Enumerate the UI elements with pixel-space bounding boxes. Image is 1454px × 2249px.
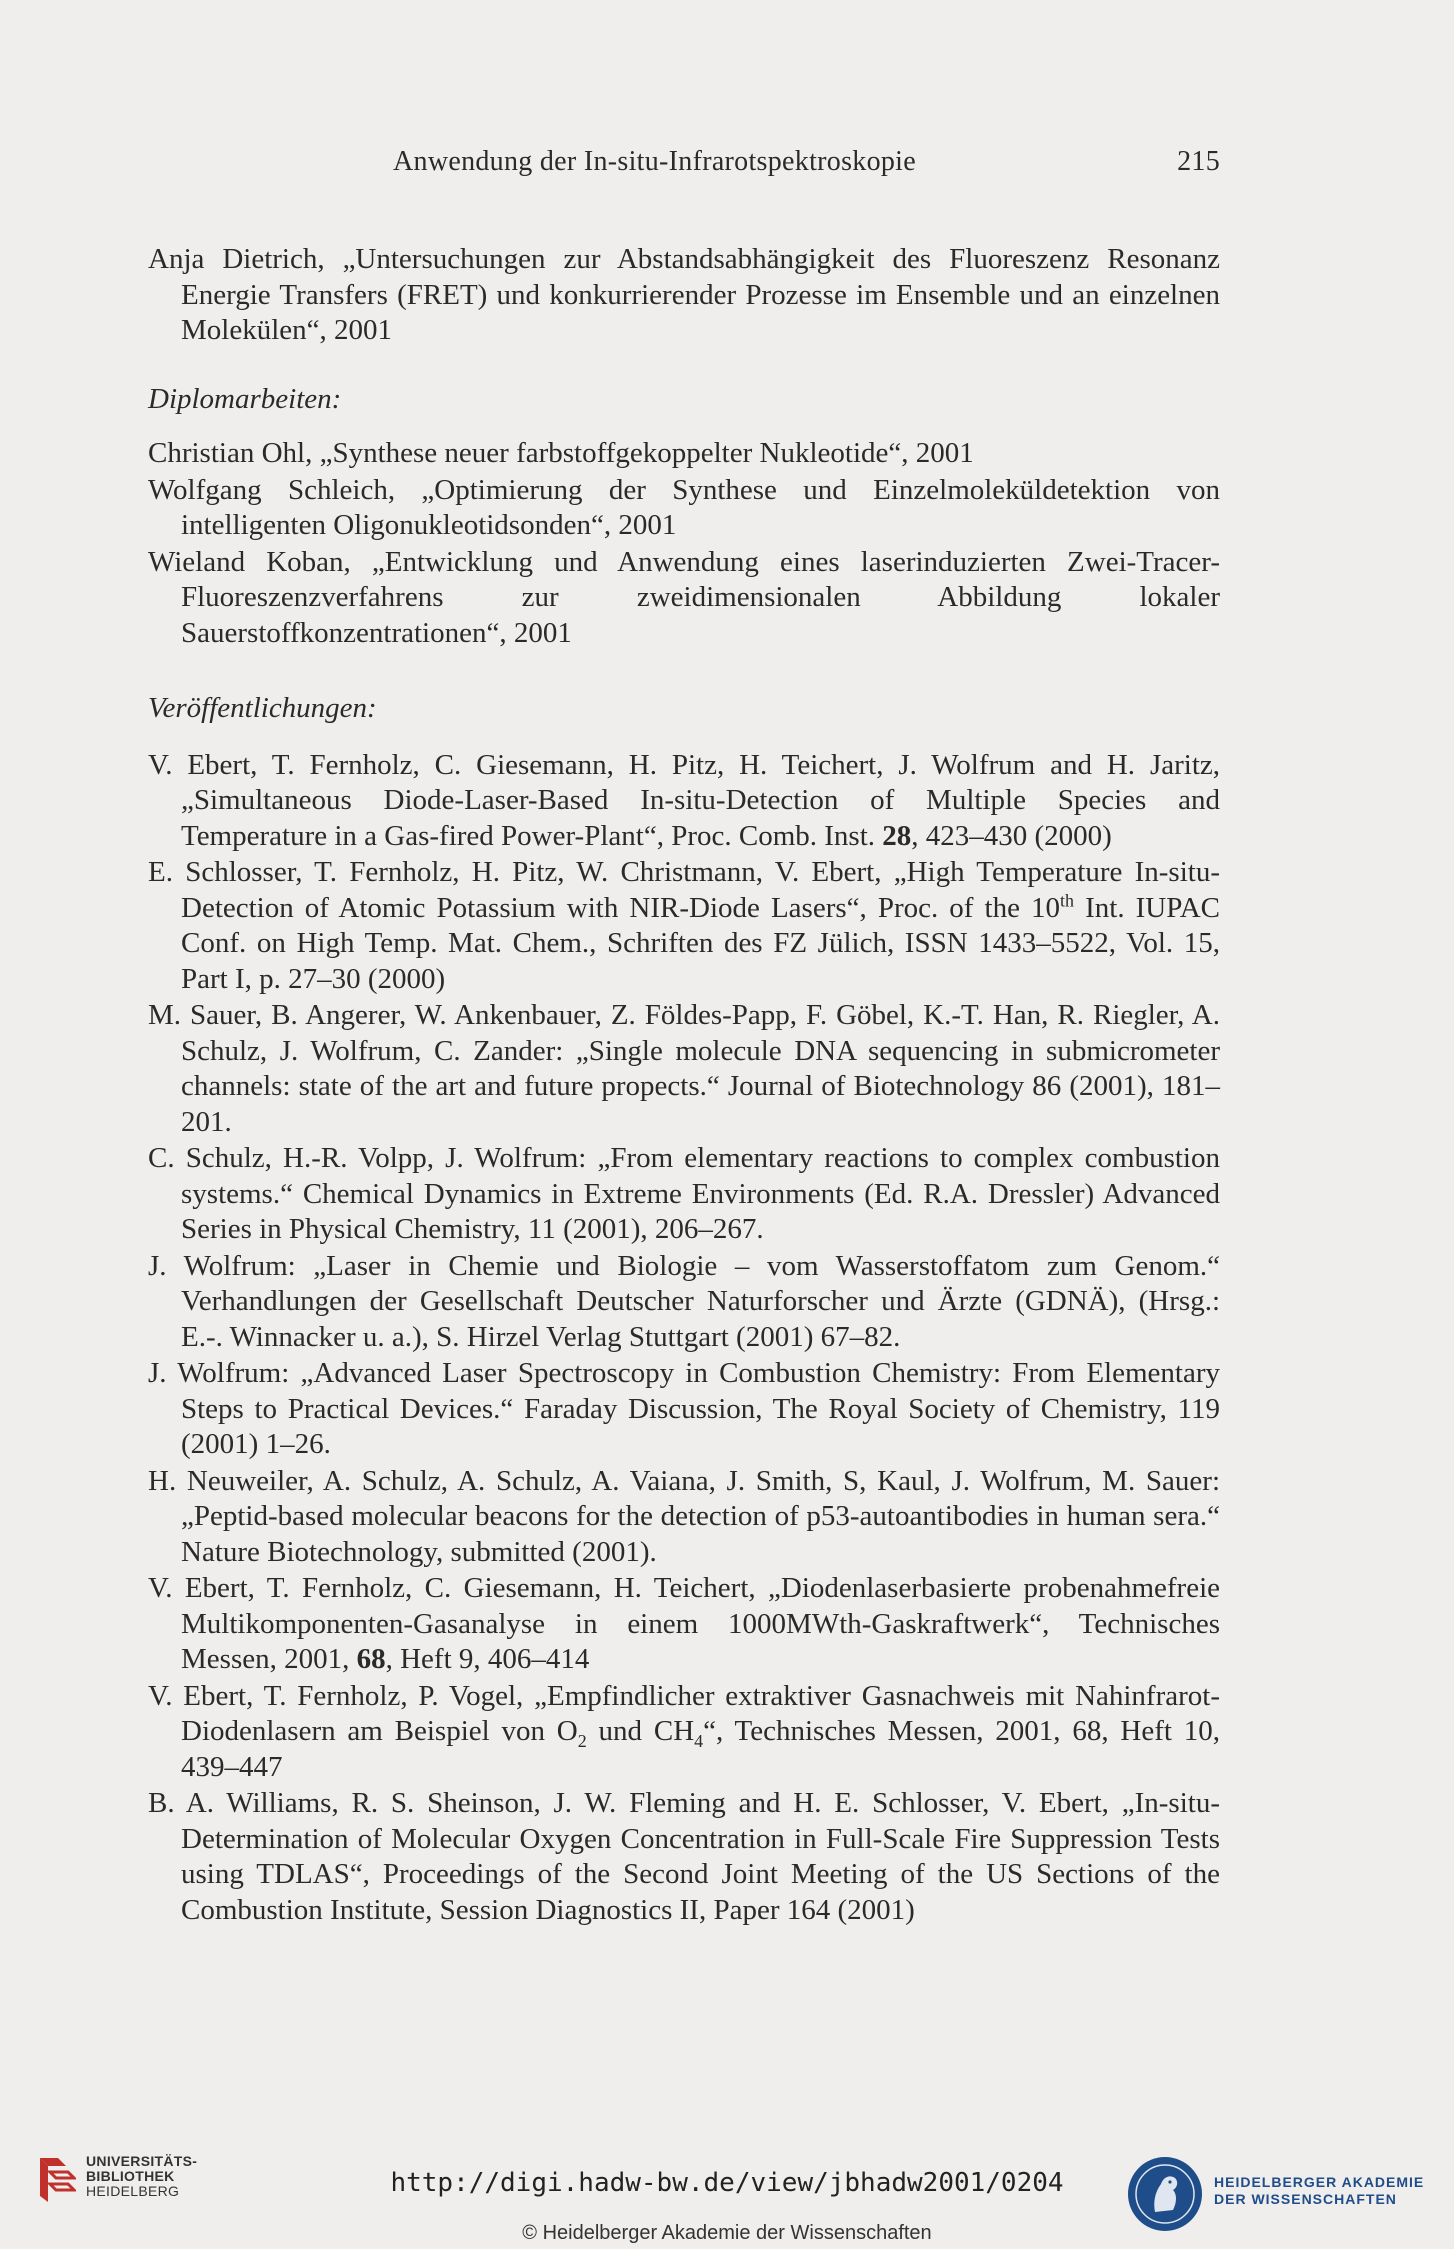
page-number: 215 — [1177, 146, 1220, 177]
diplomarbeiten-heading: Diplomarbeiten: — [148, 382, 342, 415]
publication-text: V. Ebert, T. Fernholz, C. Giesemann, H. Teichert, „Diodenlaserbasierte probenahmefreie Multikomponenten-Gasanalyse in einem 1000MWth-Gaskraftwerk“, Technisches Messen, 2001, — [148, 1572, 1220, 1675]
publication-text: , Heft 9, 406–414 — [385, 1643, 590, 1675]
running-title: Anwendung der In-situ-Infrarotspektroskopie — [393, 146, 916, 177]
veroeffentlichungen-heading: Veröffentlichungen: — [148, 692, 377, 724]
publication-entry: H. Neuweiler, A. Schulz, A. Schulz, A. Vaiana, J. Smith, S, Kaul, J. Wolfrum, M. Sauer: „Peptid-based molecular beacons for the detection of p53-autoantibodies in human sera.“ Nature Biotechnology, submitted (2001). — [148, 1464, 1220, 1568]
subscript: 2 — [577, 1730, 587, 1751]
library-name-line: HEIDELBERG — [86, 2183, 180, 2199]
publication-entry: J. Wolfrum: „Laser in Chemie und Biologie – vom Wasserstoffatom zum Genom.“ Verhandlungen der Gesellschaft Deutscher Naturforscher und Ärzte (GDNÄ), (Hrsg.: E.-. Winnacker u. a.), S. Hirzel Verlag Stuttgart (2001) 67–82. — [148, 1249, 1220, 1353]
copyright-notice: © Heidelberger Akademie der Wissenschaften — [522, 2222, 932, 2244]
publication-text: E. Schlosser, T. Fernholz, H. Pitz, W. Christmann, V. Ebert, „High Temperature In-situ-Detection of Atomic Potassium with NIR-Diode Lasers“, Proc. of the 10 — [148, 856, 1220, 924]
academy-name-line: HEIDELBERGER AKADEMIE — [1214, 2174, 1425, 2190]
academy-seal-icon — [1125, 2154, 1205, 2234]
page-header — [148, 146, 1220, 190]
ordinal-suffix: th — [1060, 889, 1075, 910]
publication-text: V. Ebert, T. Fernholz, P. Vogel, „Empfindlicher extraktiver Gasnachweis mit Nahinfrarot-Diodenlasern am Beispiel von O — [148, 1679, 1220, 1747]
diplomarbeit-entry: Wieland Koban, „Entwicklung und Anwendung eines laserinduzierten Zwei-Tracer-Fluoreszenzverfahrens zur zweidimensionalen Abbildung lokaler Sauerstoffkonzentrationen“, 2001 — [148, 545, 1220, 649]
page-body — [148, 242, 1220, 1928]
publication-entry — [148, 1571, 1220, 1678]
library-name-line: BIBLIOTHEK — [86, 2168, 175, 2184]
publication-entry: C. Schulz, H.-R. Volpp, J. Wolfrum: „From elementary reactions to complex combustion systems.“ Chemical Dynamics in Extreme Environments (Ed. R.A. Dressler) Advanced Series in Physical Chemistry, 11 (2001), 206–267. — [148, 1142, 1220, 1245]
intro-entry: Anja Dietrich, „Untersuchungen zur Abstandsabhängigkeit des Fluoreszenz Resonanz Energie Transfers (FRET) und konkurrierender Prozesse im Ensemble und an einzelnen Molekülen“, 2001 — [148, 243, 1220, 346]
publication-text: V. Ebert, T. Fernholz, C. Giesemann, H. Pitz, H. Teichert, J. Wolfrum and H. Jaritz, „Simultaneous Diode-Laser-Based In-situ-Detection of Multiple Species and Temperature in a Gas-fired Power-Plant“, Proc. Comb. Inst. — [148, 748, 1220, 852]
publication-entry — [148, 1679, 1220, 1786]
academy-name-line: DER WISSENSCHAFTEN — [1214, 2191, 1397, 2207]
publication-entry: J. Wolfrum: „Advanced Laser Spectroscopy in Combustion Chemistry: From Elementary Steps to Practical Devices.“ Faraday Discussion, The Royal Society of Chemistry, 119 (2001) 1–26. — [148, 1357, 1220, 1460]
permalink[interactable]: http://digi.hadw-bw.de/view/jbhadw2001/0204 — [390, 2168, 1064, 2198]
publication-text: “, Technisches Messen, 2001, 68, Heft 10, 439–447 — [181, 1715, 1221, 1783]
volume-number: 28 — [882, 819, 912, 852]
publication-entry: M. Sauer, B. Angerer, W. Ankenbauer, Z. Földes-Papp, F. Göbel, K.-T. Han, R. Riegler, A. Schulz, J. Wolfrum, C. Zander: „Single molecule DNA sequencing in submicrometer channels: state of the art and future propects.“ Journal of Biotechnology 86 (2001), 181–201. — [148, 999, 1220, 1138]
publication-entry: B. A. Williams, R. S. Sheinson, J. W. Fleming and H. E. Schlosser, V. Ebert, „In-situ-Determination of Molecular Oxygen Concentration in Full-Scale Fire Suppression Tests using TDLAS“, Proceedings of the Second Joint Meeting of the US Sections of the Combustion Institute, Session Diagnostics II, Paper 164 (2001) — [148, 1787, 1220, 1926]
volume-number: 68 — [356, 1643, 386, 1675]
diplomarbeit-entry: Christian Ohl, „Synthese neuer farbstoffgekoppelter Nukleotide“, 2001 — [148, 437, 974, 469]
publication-entry — [148, 748, 1220, 855]
diplomarbeit-entry: Wolfgang Schleich, „Optimierung der Synthese und Einzelmoleküldetektion von intelligenten Oligonukleotidsonden“, 2001 — [148, 473, 1220, 541]
subscript: 4 — [694, 1730, 704, 1751]
publication-text: Int. IUPAC Conf. on High Temp. Mat. Chem., Schriften des FZ Jülich, ISSN 1433–5522, Vol. 15, Part I, p. 27–30 (2000) — [181, 891, 1220, 995]
publication-text: und CH — [586, 1715, 695, 1747]
footer — [0, 2138, 1454, 2249]
library-name-line: UNIVERSITÄTS- — [86, 2153, 198, 2169]
academy-name — [1214, 2174, 1424, 2208]
publication-entry — [148, 855, 1220, 997]
publication-text: , 423–430 (2000) — [911, 819, 1112, 852]
